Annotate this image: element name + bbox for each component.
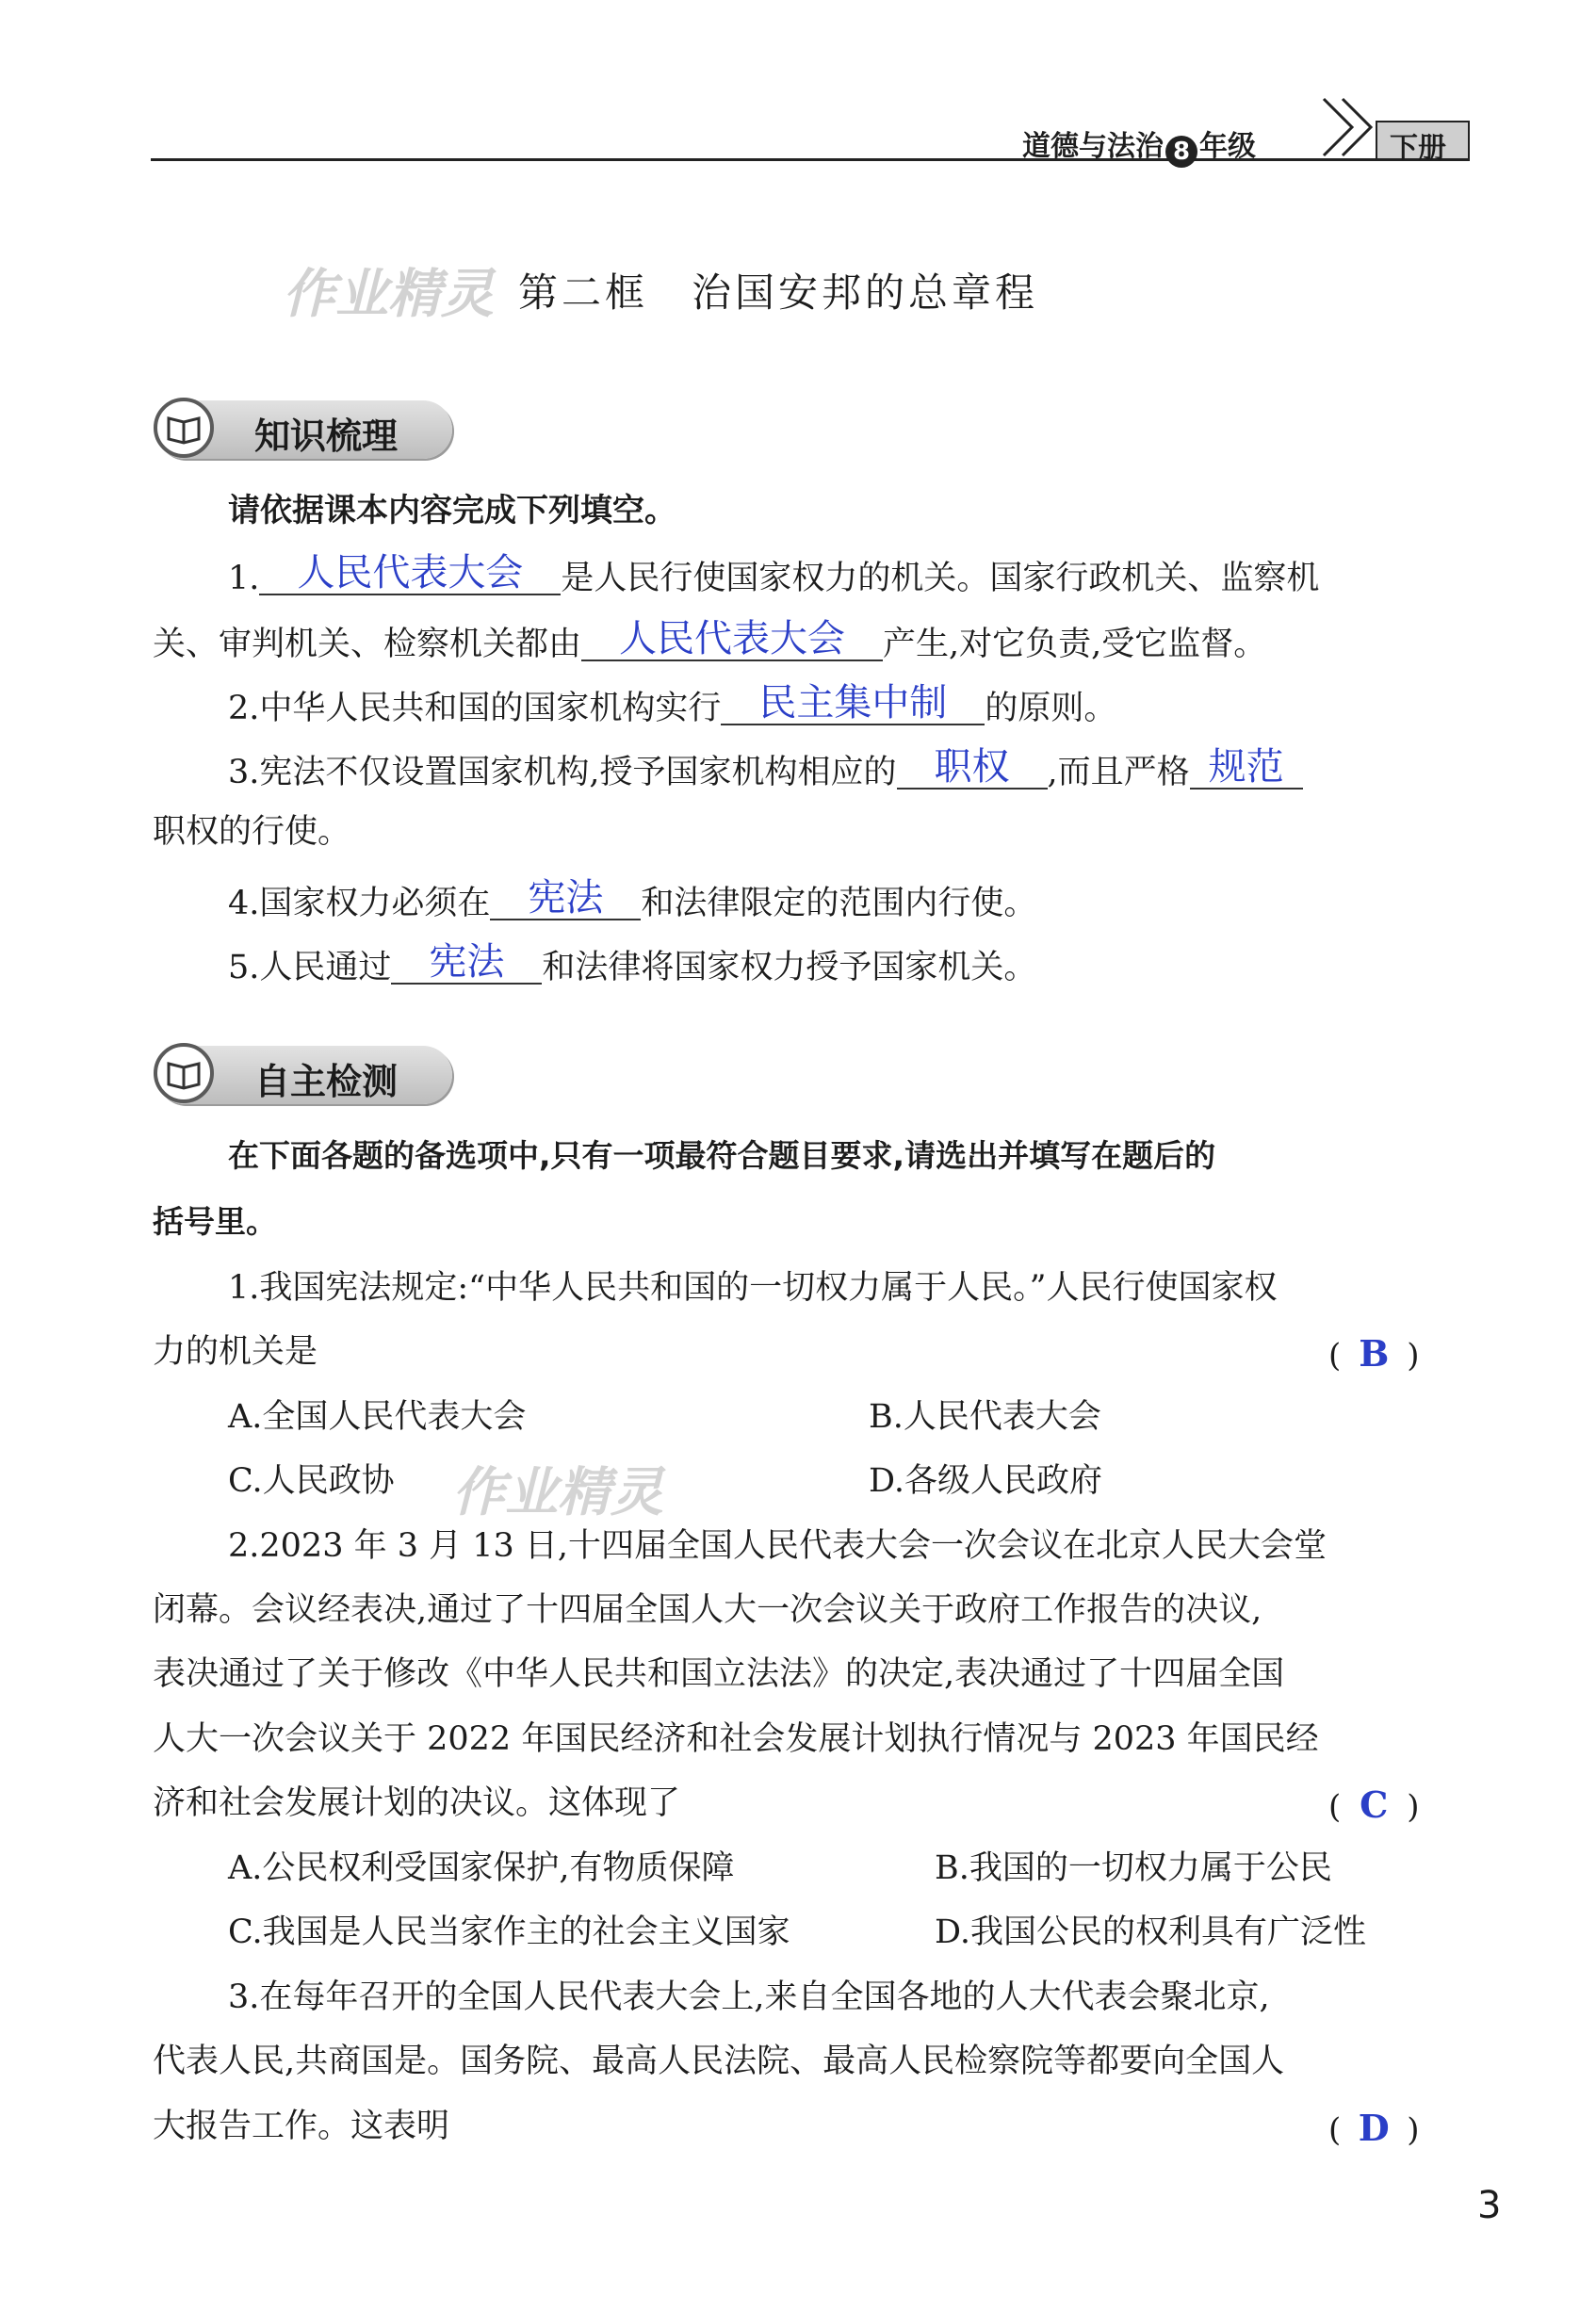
header-subject — [1022, 122, 1256, 168]
page-number: 3 — [1477, 2184, 1502, 2227]
s2-q1-option-a: A.全国人民代表大会 — [228, 1398, 527, 1436]
s2-q2-line2: 闭幕。会议经表决,通过了十四届全国人大一次会议关于政府工作报告的决议, — [153, 1591, 1262, 1629]
header-rule — [151, 158, 1470, 161]
s1-q5: 5.人民通过 宪法 和法律将国家权力授予国家机关。 — [228, 940, 1037, 986]
s1-q3-answer1: 职权 — [934, 745, 1010, 789]
s2-q2-line5: 济和社会发展计划的决议。这体现了 — [153, 1784, 681, 1822]
s1-q1-line1: 1. 人民代表大会 是人民行使国家权力的机关。国家行政机关、监察机 — [228, 551, 1320, 597]
s1-q1-answer1: 人民代表大会 — [297, 551, 524, 594]
section-selftest-title: 自主检测 — [254, 1061, 399, 1102]
page-title: 第二框 治国安邦的总章程 — [518, 269, 1039, 316]
s1-q1-answer2: 人民代表大会 — [619, 617, 846, 660]
s2-q2-option-d: D.我国公民的权利具有广泛性 — [935, 1913, 1366, 1951]
s1-q1-line2: 关、审判机关、检察机关都由 人民代表大会 产生,对它负责,受它监督。 — [153, 617, 1267, 663]
section2-instruction-line1: 在下面各题的备选项中,只有一项最符合题目要求,请选出并填写在题后的 — [228, 1137, 1216, 1174]
s2-q3-line1: 3.在每年召开的全国人民代表大会上,来自全国各地的人大代表会聚北京, — [228, 1978, 1270, 2016]
s2-q1-answer: B — [1359, 1332, 1390, 1375]
s1-q2-answer: 民主集中制 — [758, 681, 948, 725]
s2-q2-option-a: A.公民权利受国家保护,有物质保障 — [228, 1849, 735, 1887]
s2-q1-line2: 力的机关是 — [153, 1333, 318, 1371]
section1-instruction: 请依据课本内容完成下列填空。 — [228, 492, 676, 529]
header-volume: 下册 — [1390, 132, 1446, 165]
s1-q2: 2.中华人民共和国的国家机构实行 民主集中制 的原则。 — [228, 681, 1117, 727]
grade-badge: 8 — [1165, 136, 1197, 168]
s2-q3-line2: 代表人民,共商国是。国务院、最高人民法院、最高人民检察院等都要向全国人 — [153, 2043, 1285, 2080]
section-knowledge-title: 知识梳理 — [254, 415, 399, 457]
s2-q1-line1: 1.我国宪法规定:“中华人民共和国的一切权力属于人民。”人民行使国家权 — [228, 1269, 1278, 1307]
s1-q3-line1: 3.宪法不仅设置国家机构,授予国家机构相应的 职权 ,而且严格 规范 — [228, 750, 1303, 790]
s2-q2-option-b: B.我国的一切权力属于公民 — [935, 1849, 1332, 1887]
s2-q1-option-c: C.人民政协 — [228, 1462, 395, 1500]
s2-q1-option-d: D.各级人民政府 — [869, 1462, 1102, 1500]
s2-q3-answer: D — [1358, 2107, 1390, 2149]
header-subject-text: 道德与法治 — [1022, 130, 1164, 163]
s2-q2-line3: 表决通过了关于修改《中华人民共和国立法法》的决定,表决通过了十四届全国 — [153, 1655, 1285, 1693]
watermark-title: 作业精灵 — [283, 264, 494, 325]
s2-q2-answer: C — [1360, 1783, 1389, 1826]
s2-q2-line1: 2.2023 年 3 月 13 日,十四届全国人民代表大会一次会议在北京人民大会堂 — [228, 1527, 1327, 1565]
s2-q2-line4: 人大一次会议关于 2022 年国民经济和社会发展计划执行情况与 2023 年国民经 — [153, 1720, 1319, 1758]
s2-q1-answer-bracket: ( B ) — [1328, 1332, 1420, 1375]
header-grade-suffix: 年级 — [1199, 130, 1256, 163]
s2-q3-line3: 大报告工作。这表明 — [153, 2108, 450, 2145]
s2-q1-option-b: B.人民代表大会 — [869, 1398, 1101, 1436]
book-icon — [154, 398, 214, 458]
s2-q2-option-c: C.我国是人民当家作主的社会主义国家 — [228, 1913, 790, 1951]
s1-q3-line2: 职权的行使。 — [153, 813, 351, 851]
watermark-mid: 作业精灵 — [452, 1462, 663, 1523]
book-icon — [154, 1043, 214, 1103]
s2-q2-answer-bracket: ( C ) — [1328, 1783, 1420, 1826]
s1-q3-answer2: 规范 — [1208, 745, 1284, 789]
s1-q5-answer: 宪法 — [429, 940, 505, 984]
s1-q4: 4.国家权力必须在 宪法 和法律限定的范围内行使。 — [228, 876, 1037, 922]
section2-instruction-line2: 括号里。 — [153, 1203, 277, 1240]
s2-q3-answer-bracket: ( D ) — [1328, 2107, 1420, 2149]
s1-q4-answer: 宪法 — [528, 876, 604, 920]
